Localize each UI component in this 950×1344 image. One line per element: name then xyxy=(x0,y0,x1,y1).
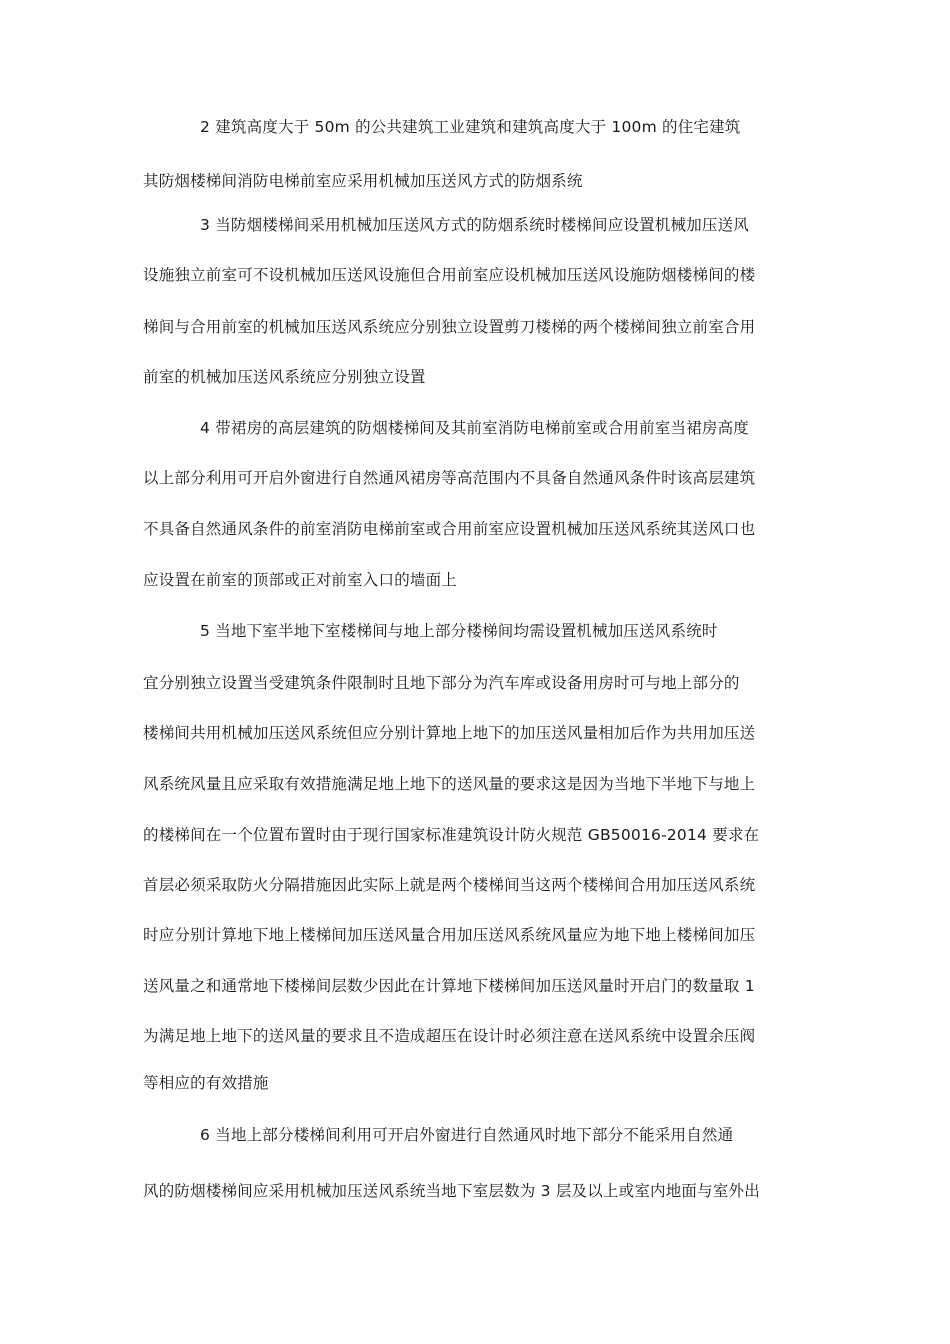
paragraph-5-line-4: 风系统风量且应采取有效措施满足地上地下的送风量的要求这是因为当地下半地下与地上 xyxy=(143,775,756,793)
paragraph-2-line-2: 其防烟楼梯间消防电梯前室应采用机械加压送风方式的防烟系统 xyxy=(143,172,583,190)
paragraph-5-line-10: 等相应的有效措施 xyxy=(143,1074,269,1092)
paragraph-4-line-3: 不具备自然通风条件的前室消防电梯前室或合用前室应设置机械加压送风系统其送风口也 xyxy=(143,520,756,538)
paragraph-4-line-1: 4 带裙房的高层建筑的防烟楼梯间及其前室消防电梯前室或合用前室当裙房高度 xyxy=(200,419,749,437)
paragraph-6-line-2: 风的防烟楼梯间应采用机械加压送风系统当地下室层数为 3 层及以上或室内地面与室外出 xyxy=(143,1182,760,1200)
paragraph-5-line-1: 5 当地下室半地下室楼梯间与地上部分楼梯间均需设置机械加压送风系统时 xyxy=(200,622,718,640)
paragraph-3-line-3: 梯间与合用前室的机械加压送风系统应分别独立设置剪刀楼梯的两个楼梯间独立前室合用 xyxy=(143,318,756,336)
paragraph-3-line-2: 设施独立前室可不设机械加压送风设施但合用前室应设机械加压送风设施防烟楼梯间的楼 xyxy=(143,266,756,284)
paragraph-5-line-3: 楼梯间共用机械加压送风系统但应分别计算地上地下的加压送风量相加后作为共用加压送 xyxy=(143,724,756,742)
paragraph-5-line-2: 宜分别独立设置当受建筑条件限制时且地下部分为汽车库或设备用房时可与地上部分的 xyxy=(143,674,740,692)
paragraph-5-line-9: 为满足地上地下的送风量的要求且不造成超压在设计时必须注意在送风系统中设置余压阀 xyxy=(143,1027,756,1045)
paragraph-5-line-5: 的楼梯间在一个位置布置时由于现行国家标准建筑设计防火规范 GB50016-2014 要求在 xyxy=(143,826,760,844)
paragraph-3-line-1: 3 当防烟楼梯间采用机械加压送风方式的防烟系统时楼梯间应设置机械加压送风 xyxy=(200,216,749,234)
paragraph-5-line-6: 首层必须采取防火分隔措施因此实际上就是两个楼梯间当这两个楼梯间合用加压送风系统 xyxy=(143,876,756,894)
paragraph-4-line-4: 应设置在前室的顶部或正对前室入口的墙面上 xyxy=(143,571,458,589)
paragraph-4-line-2: 以上部分利用可开启外窗进行自然通风裙房等高范围内不具备自然通风条件时该高层建筑 xyxy=(143,469,756,487)
paragraph-5-line-8: 送风量之和通常地下楼梯间层数少因此在计算地下楼梯间加压送风量时开启门的数量取 1 xyxy=(143,977,755,995)
paragraph-5-line-7: 时应分别计算地下地上楼梯间加压送风量合用加压送风系统风量应为地下地上楼梯间加压 xyxy=(143,926,756,944)
paragraph-2-line-1: 2 建筑高度大于 50m 的公共建筑工业建筑和建筑高度大于 100m 的住宅建筑 xyxy=(200,118,741,136)
paragraph-3-line-4: 前室的机械加压送风系统应分别独立设置 xyxy=(143,368,426,386)
paragraph-6-line-1: 6 当地上部分楼梯间利用可开启外窗进行自然通风时地下部分不能采用自然通 xyxy=(200,1126,734,1144)
